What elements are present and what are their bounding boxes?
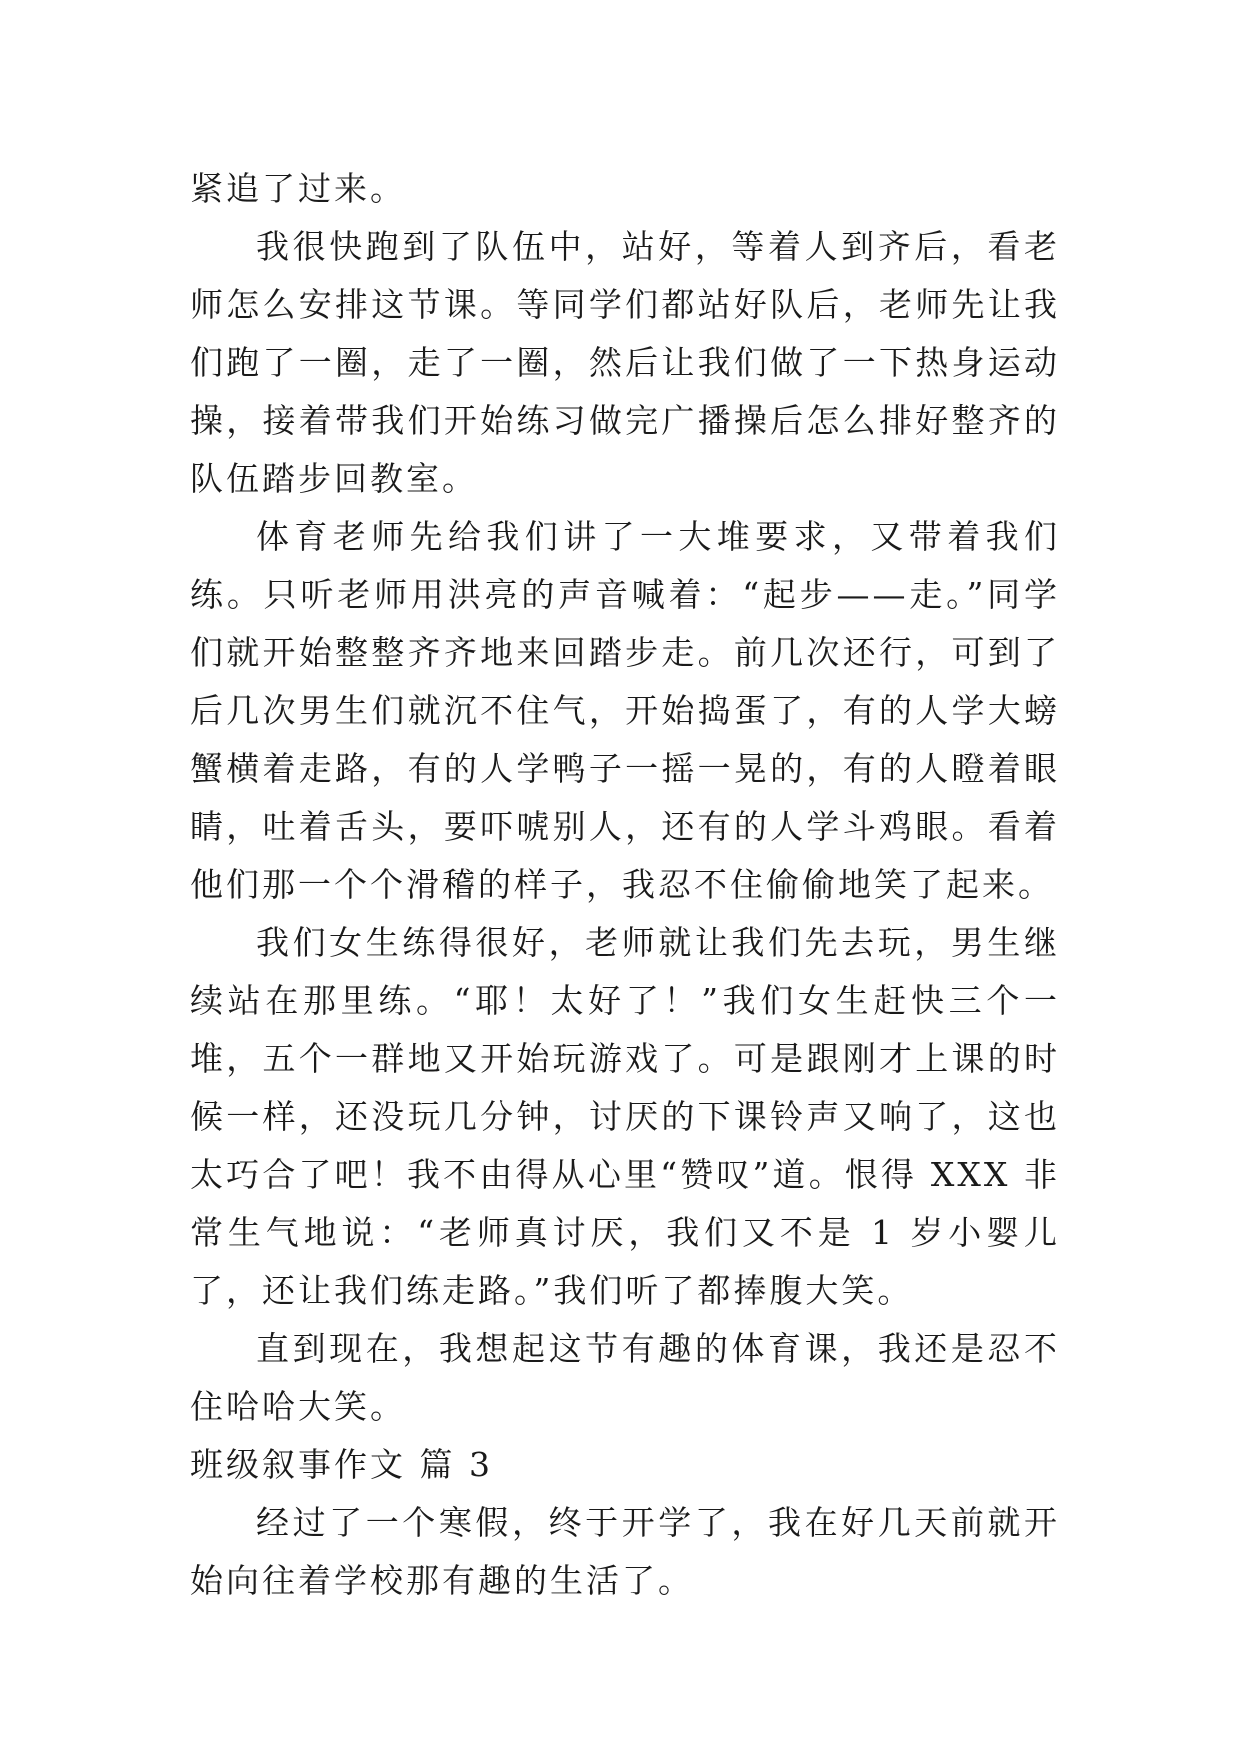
- paragraph: 直到现在，我想起这节有趣的体育课，我还是忍不住哈哈大笑。: [190, 1329, 1060, 1426]
- paragraph: 我们女生练得很好，老师就让我们先去玩，男生继续站在那里练。“耶！太好了！”我们女生赶快三个一堆，五个一群地又开始玩游戏了。可是跟刚才上课的时候一样，还没玩几分钟，讨厌的下课铃声又响了，这也太巧合了吧！我不由得从心里“赞叹”道。恨得 XXX 非常生气地说：“老师真讨厌，我们又不是 1 岁小婴儿了，还让我们练走路。”我们听了都捧腹大笑。: [190, 923, 1060, 1310]
- paragraph: 经过了一个寒假，终于开学了，我在好几天前就开始向往着学校那有趣的生活了。: [190, 1503, 1060, 1600]
- section-heading: 班级叙事作文 篇 3: [190, 1445, 493, 1484]
- paragraph: 紧追了过来。: [190, 169, 406, 208]
- paragraph: 我很快跑到了队伍中，站好，等着人到齐后，看老师怎么安排这节课。等同学们都站好队后，老师先让我们跑了一圈，走了一圈，然后让我们做了一下热身运动操，接着带我们开始练习做完广播操后怎么排好整齐的队伍踏步回教室。: [190, 227, 1060, 498]
- document-body: [190, 160, 1060, 1610]
- paragraph: 体育老师先给我们讲了一大堆要求，又带着我们练。只听老师用洪亮的声音喊着：“起步——走。”同学们就开始整整齐齐地来回踏步走。前几次还行，可到了后几次男生们就沉不住气，开始捣蛋了，有的人学大螃蟹横着走路，有的人学鸭子一摇一晃的，有的人瞪着眼睛，吐着舌头，要吓唬别人，还有的人学斗鸡眼。看着他们那一个个滑稽的样子，我忍不住偷偷地笑了起来。: [190, 517, 1060, 904]
